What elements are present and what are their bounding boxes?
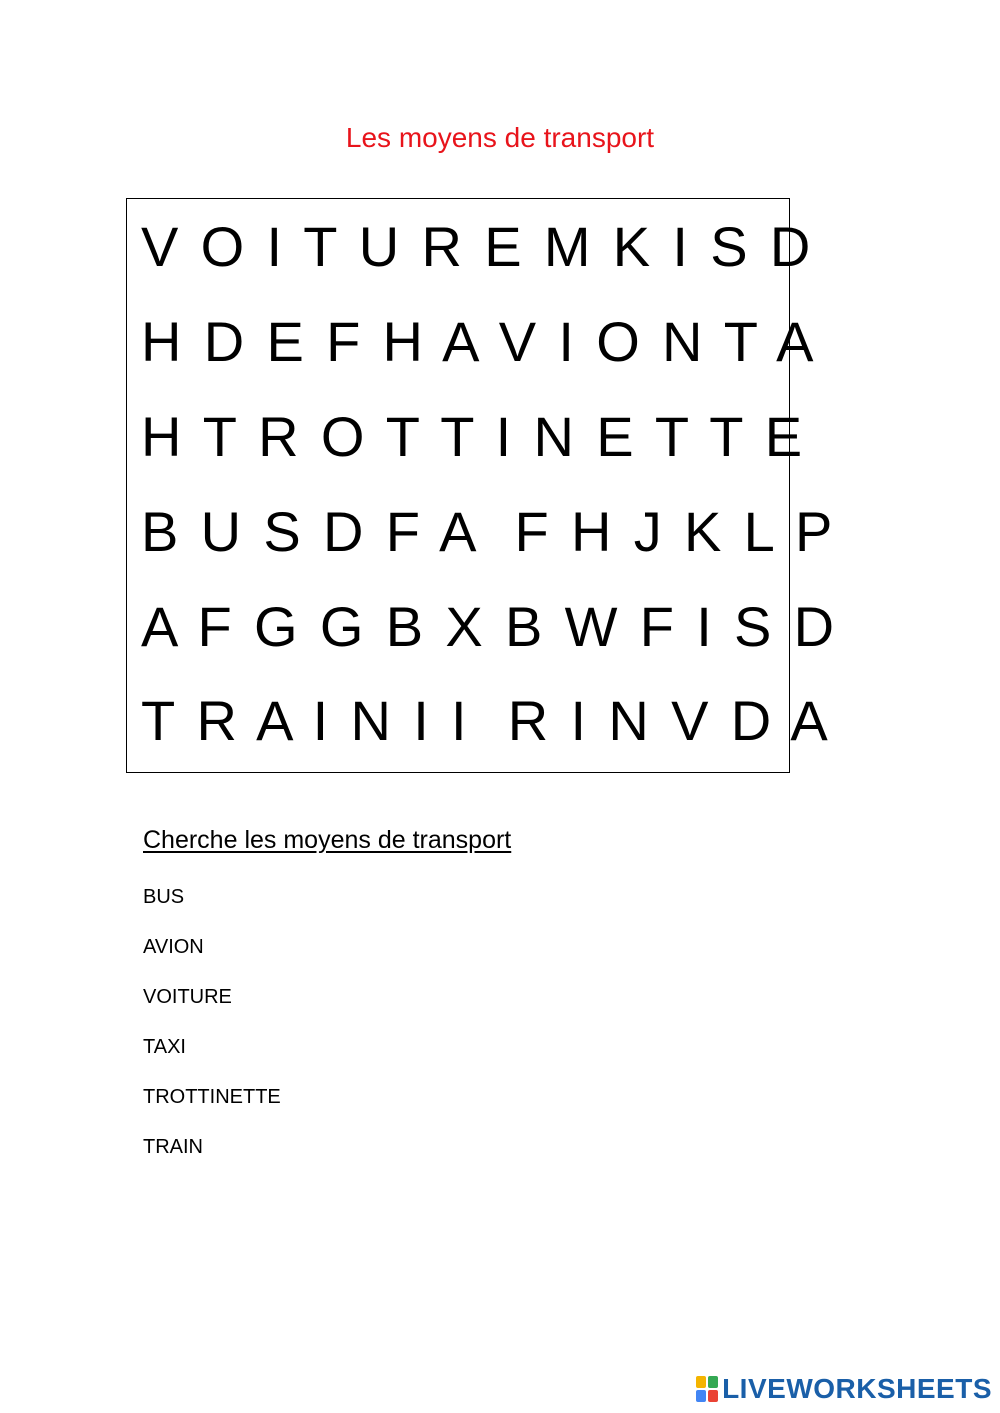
grid-row: H T R O T T I N E T T E [141,405,806,468]
grid-row: A F G G B X B W F I S D [141,595,838,658]
word-search-grid [126,198,838,773]
instructions-heading: Cherche les moyens de transport [143,826,512,854]
brand-name: LIVEWORKSHEETS [722,1373,992,1404]
word-list-item: AVION [143,936,204,958]
brand-watermark [696,1373,992,1405]
grid-row: H D E F H A V I O N T A [141,310,817,373]
word-list-item: TAXI [143,1036,186,1058]
word-list-item: BUS [143,886,185,908]
word-list-item: TRAIN [143,1136,203,1158]
grid-row: V O I T U R E M K I S D [141,215,814,278]
liveworksheets-logo-icon [696,1376,718,1402]
word-list-item: VOITURE [143,986,232,1008]
word-list-item: TROTTINETTE [143,1086,281,1108]
word-list [143,885,281,1185]
grid-row: B U S D F A F H J K L P [141,500,836,563]
page-title: Les moyens de transport [345,122,655,153]
grid-row: T R A I N I I R I N V D A [141,689,832,752]
